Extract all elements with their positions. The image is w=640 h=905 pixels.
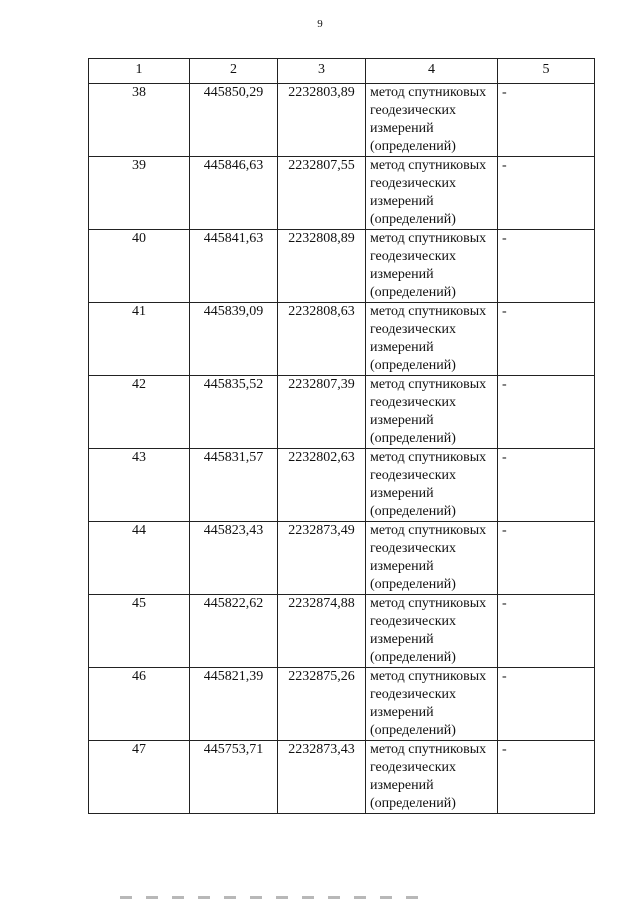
x-coordinate-cell: 445753,71 bbox=[190, 741, 278, 814]
x-coordinate-cell: 445850,29 bbox=[190, 84, 278, 157]
y-coordinate-cell: 2232873,43 bbox=[278, 741, 366, 814]
x-coordinate-cell: 445839,09 bbox=[190, 303, 278, 376]
note-cell: - bbox=[498, 668, 595, 741]
table-row bbox=[89, 303, 595, 376]
table-header-row bbox=[89, 59, 595, 84]
table-row bbox=[89, 376, 595, 449]
x-coordinate-cell: 445822,62 bbox=[190, 595, 278, 668]
y-coordinate-cell: 2232874,88 bbox=[278, 595, 366, 668]
method-cell: метод спутниковых геодезических измерений (определений) bbox=[366, 595, 498, 668]
note-cell: - bbox=[498, 449, 595, 522]
method-cell: метод спутниковых геодезических измерений (определений) bbox=[366, 230, 498, 303]
x-coordinate-cell: 445831,57 bbox=[190, 449, 278, 522]
y-coordinate-cell: 2232875,26 bbox=[278, 668, 366, 741]
table-row bbox=[89, 741, 595, 814]
note-cell: - bbox=[498, 230, 595, 303]
y-coordinate-cell: 2232808,89 bbox=[278, 230, 366, 303]
point-number-cell: 39 bbox=[89, 157, 190, 230]
point-number-cell: 41 bbox=[89, 303, 190, 376]
header-col-3: 3 bbox=[278, 59, 366, 84]
table-row bbox=[89, 595, 595, 668]
coordinates-table bbox=[88, 58, 595, 814]
header-col-2: 2 bbox=[190, 59, 278, 84]
table-row bbox=[89, 522, 595, 595]
point-number-cell: 45 bbox=[89, 595, 190, 668]
point-number-cell: 44 bbox=[89, 522, 190, 595]
table-row bbox=[89, 668, 595, 741]
method-cell: метод спутниковых геодезических измерений (определений) bbox=[366, 522, 498, 595]
header-col-5: 5 bbox=[498, 59, 595, 84]
point-number-cell: 38 bbox=[89, 84, 190, 157]
point-number-cell: 42 bbox=[89, 376, 190, 449]
note-cell: - bbox=[498, 522, 595, 595]
note-cell: - bbox=[498, 595, 595, 668]
x-coordinate-cell: 445823,43 bbox=[190, 522, 278, 595]
y-coordinate-cell: 2232807,55 bbox=[278, 157, 366, 230]
y-coordinate-cell: 2232808,63 bbox=[278, 303, 366, 376]
table-row bbox=[89, 84, 595, 157]
note-cell: - bbox=[498, 84, 595, 157]
header-col-4: 4 bbox=[366, 59, 498, 84]
footer-scan-line bbox=[120, 896, 430, 899]
x-coordinate-cell: 445846,63 bbox=[190, 157, 278, 230]
point-number-cell: 47 bbox=[89, 741, 190, 814]
method-cell: метод спутниковых геодезических измерений (определений) bbox=[366, 668, 498, 741]
method-cell: метод спутниковых геодезических измерений (определений) bbox=[366, 449, 498, 522]
note-cell: - bbox=[498, 157, 595, 230]
note-cell: - bbox=[498, 303, 595, 376]
x-coordinate-cell: 445821,39 bbox=[190, 668, 278, 741]
y-coordinate-cell: 2232873,49 bbox=[278, 522, 366, 595]
method-cell: метод спутниковых геодезических измерений (определений) bbox=[366, 84, 498, 157]
note-cell: - bbox=[498, 376, 595, 449]
x-coordinate-cell: 445835,52 bbox=[190, 376, 278, 449]
point-number-cell: 43 bbox=[89, 449, 190, 522]
table-row bbox=[89, 230, 595, 303]
y-coordinate-cell: 2232807,39 bbox=[278, 376, 366, 449]
point-number-cell: 46 bbox=[89, 668, 190, 741]
table-row bbox=[89, 449, 595, 522]
y-coordinate-cell: 2232802,63 bbox=[278, 449, 366, 522]
x-coordinate-cell: 445841,63 bbox=[190, 230, 278, 303]
page-number: 9 bbox=[317, 18, 323, 30]
y-coordinate-cell: 2232803,89 bbox=[278, 84, 366, 157]
method-cell: метод спутниковых геодезических измерений (определений) bbox=[366, 303, 498, 376]
point-number-cell: 40 bbox=[89, 230, 190, 303]
method-cell: метод спутниковых геодезических измерений (определений) bbox=[366, 376, 498, 449]
method-cell: метод спутниковых геодезических измерений (определений) bbox=[366, 741, 498, 814]
method-cell: метод спутниковых геодезических измерений (определений) bbox=[366, 157, 498, 230]
table-row bbox=[89, 157, 595, 230]
note-cell: - bbox=[498, 741, 595, 814]
header-col-1: 1 bbox=[89, 59, 190, 84]
